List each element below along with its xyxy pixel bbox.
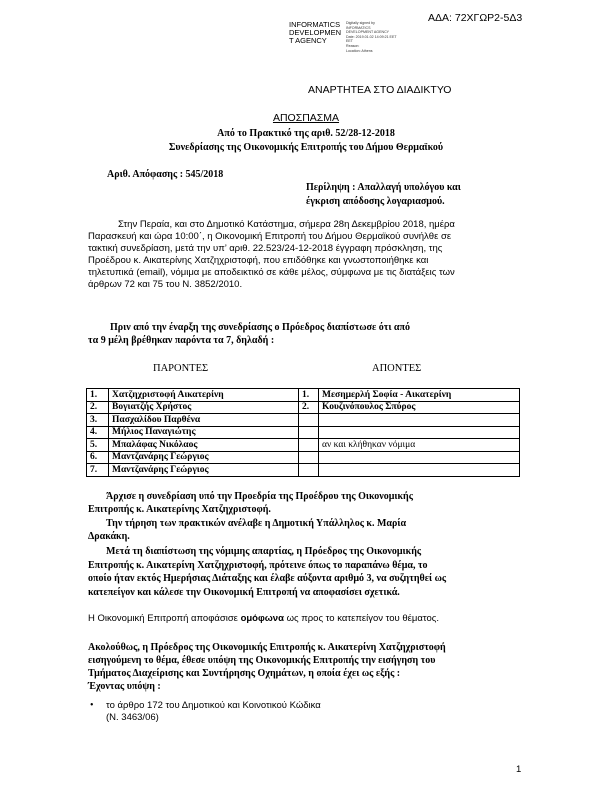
absent-header: ΑΠΟΝΤΕΣ <box>372 363 422 374</box>
session-reference: Συνεδρίασης της Οικονομικής Επιτροπής του Δήμου Θερμαϊκού <box>168 142 444 153</box>
document-title: ΑΠΟΣΠΑΣΜΑ <box>272 112 340 124</box>
published-online-label: ΑΝΑΡΤΗΤΕΑ ΣΤΟ ΔΙΑΔΙΚΤΥΟ <box>308 84 452 96</box>
signature-details: Digitally signed by INFORMATICS DEVELOPMENT AGENCY Date: 2019.01.02 14:09:21 EET EET Reason: Location: Athens <box>346 21 397 53</box>
summary-line1: Περίληψη : Απαλλαγή υπολόγου και <box>306 182 461 193</box>
decision-number: Αριθ. Απόφασης : 545/2018 <box>107 169 224 180</box>
table-row: 2. Βογιατζής Χρήστος 2. Κουζινόπουλος Σπύρος <box>87 401 520 414</box>
agenda-paragraph: Μετά τη διαπίστωση της νόμιμης απαρτίας, η Πρόεδρος της Οικονομικής Επιτροπής κ. Αικατερίνη Χατζηχριστοφή, πρότεινε όπως το παραπάνω θέμα, το οποίο ήταν εκτός Ημερήσιας Διάταξης και έλαβε αύξοντα αριθμό 3, να συζητηθεί ως κατεπείγον και κάλεσε την Οικονομική Επιτροπή να αποφασίσει σχετικά. <box>88 546 447 598</box>
quorum-paragraph: Πριν από την έναρξη της συνεδρίασης ο Πρόεδρος διαπίστωσε ότι από τα 9 μέλη βρέθηκαν παρόντα τα 7, δηλαδή : <box>88 322 410 346</box>
table-row: 3. Πασχαλίδου Παρθένα <box>87 414 520 427</box>
table-row: 4. Μήλιος Παναγιώτης <box>87 426 520 439</box>
bullet-icon: • <box>90 700 94 711</box>
session-start-paragraph: Άρχισε η συνεδρίαση υπό την Προεδρία της Προέδρου της Οικονομικής Επιτροπής κ. Αικατερίνης Χατζηχριστοφή. <box>88 491 413 515</box>
minutes-reference: Από το Πρακτικό της αριθ. 52/28-12-2018 <box>217 128 395 139</box>
urgency-decision: Η Οικονομική Επιτροπή αποφάσισε ομόφωνα ως προς το κατεπείγον του θέματος. <box>88 613 439 624</box>
ada-code: ΑΔΑ: 72ΧΓΩΡ2-5Δ3 <box>428 12 523 24</box>
page-number: 1 <box>516 764 522 775</box>
attendance-table <box>86 388 520 477</box>
table-row: 5. Μπαλάφας Νικόλαος αν και κλήθηκαν νόμιμα <box>87 439 520 452</box>
summary-line2: έγκριση απόδοσης λογαριασμού. <box>306 196 445 207</box>
minutes-keeper-paragraph: Την τήρηση των πρακτικών ανέλαβε η Δημοτική Υπάλληλος κ. Μαρία Δρακάκη. <box>88 518 407 542</box>
report-paragraph: Ακολούθως, η Πρόεδρος της Οικονομικής Επιτροπής κ. Αικατερίνη Χατζηχριστοφή εισηγούμενη το θέμα, έθεσε υπόψη της Οικονομικής Επιτροπής την εισήγηση του Τμήματος Διαχείρισης και Συντήρησης Οχημάτων, η οποία έχει ως εξής : Έχοντας υπόψη : <box>88 642 446 692</box>
present-header: ΠΑΡΟΝΤΕΣ <box>153 363 209 374</box>
table-row: 6. Μαντζανάρης Γεώργιος <box>87 451 520 464</box>
table-row: 1. Χατζηχριστοφή Αικατερίνη 1. Μεσημερλή Σοφία - Αικατερίνη <box>87 389 520 402</box>
table-row: 7. Μαντζανάρης Γεώργιος <box>87 464 520 477</box>
bullet-item: το άρθρο 172 του Δημοτικού και Κοινοτικού Κώδικα (Ν. 3463/06) <box>106 700 321 723</box>
intro-paragraph: Στην Περαία, και στο Δημοτικό Κατάστημα, σήμερα 28η Δεκεμβρίου 2018, ημέρα Παρασκευή και ώρα 10:00΄, η Οικονομική Επιτροπή του Δήμου Θερμαϊκού συνήλθε σε τακτική συνεδρίαση, μετά την υπ’ αριθ. 22.523/24-12-2018 έγγραφη πρόσκληση, της Προέδρου κ. Αικατερίνης Χατζηχριστοφή, που επιδόθηκε και γνωστοποιήθηκε και τηλετυπικά (email), νόμιμα με αποδεικτικό σε κάθε μέλος, σύμφωνα με τις διατάξεις των άρθρων 72 και 75 του Ν. 3852/2010. <box>88 219 455 290</box>
signature-logo: INFORMATICS DEVELOPMEN T AGENCY <box>289 20 342 46</box>
